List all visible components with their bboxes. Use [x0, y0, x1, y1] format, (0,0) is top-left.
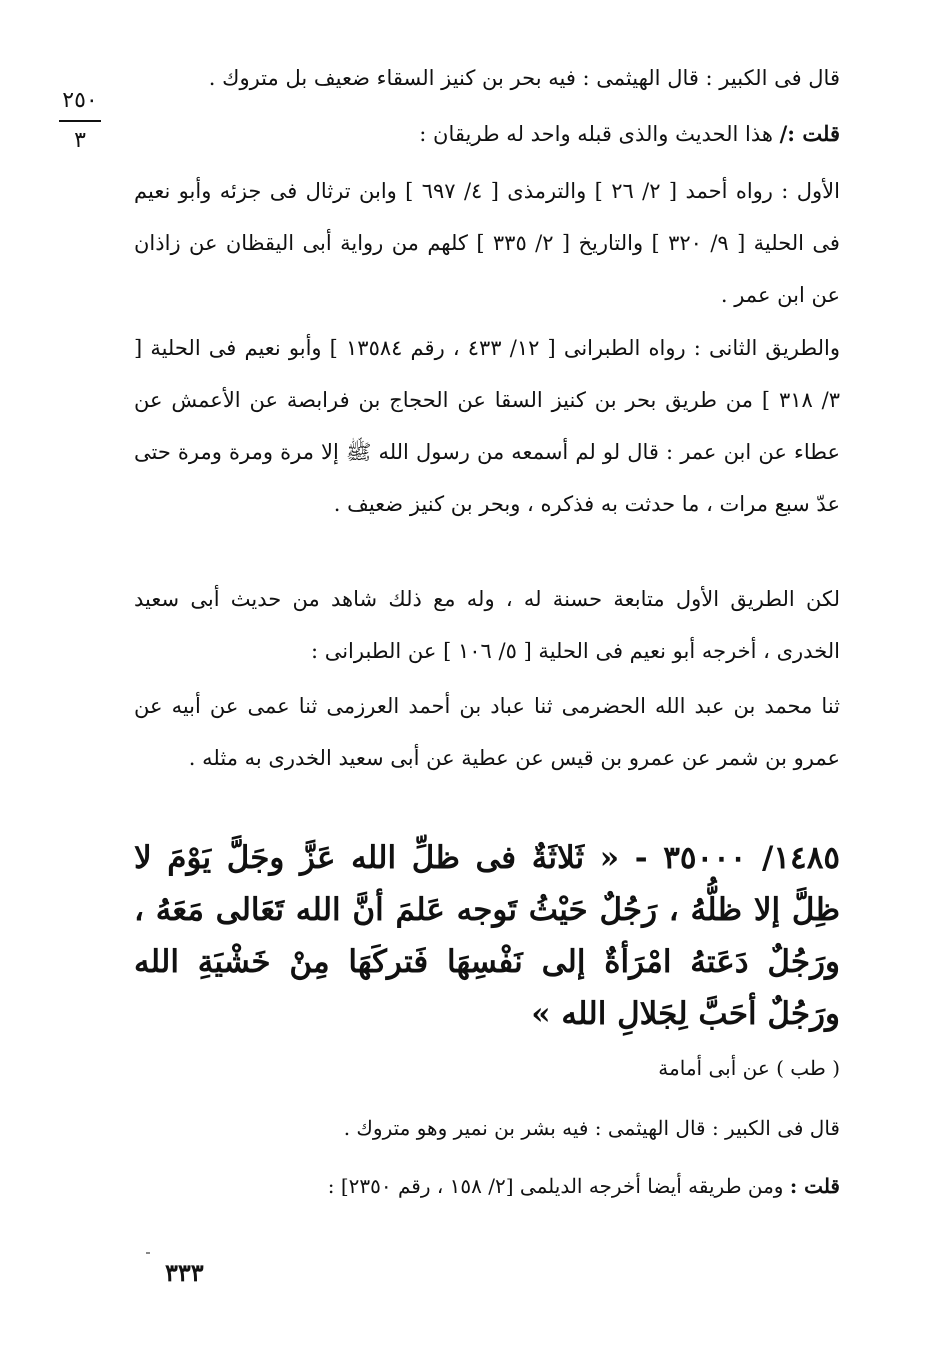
qult-label: قلت :/	[779, 121, 840, 146]
paragraph-supporting-witness: لكن الطريق الأول متابعة حسنة له ، وله مع ذلك شاهد من حديث أبى سعيد الخدرى ، أخرجه أبو نعيم فى الحلية [ ٥/ ١٠٦ ] عن الطبرانى :	[134, 587, 840, 663]
margin-numerator: ٢٥٠	[62, 88, 98, 113]
hadith-source: ( طب ) عن أبى أمامة	[658, 1056, 840, 1080]
qult-text: هذا الحديث والذى قبله واحد له طريقان :	[419, 122, 780, 146]
hadith-text: ١٤٨٥/ ٣٥٠٠٠ - « ثَلاثَةٌ فى ظلِّ الله عَزَّ وجَلَّ يَوْمَ لا ظِلَّ إلا ظلُّهُ ، رَجُلٌ حَيْثُ تَوجه عَلمَ أنَّ الله تَعَالى مَعَهُ ، ورَجُلٌ دَعَتهُ امْرَأةٌ إلى نَفْسِهَا فَتركَهَا مِنْ خَشْيَةِ الله ورَجُلٌ أحَبَّ لِجَلالِ الله »	[134, 840, 840, 1032]
scan-speck	[146, 1252, 150, 1254]
qult-heading	[134, 108, 840, 160]
qult-final-text: ومن طريقه أيضا أخرجه الديلمى [٢/ ١٥٨ ، رقم ٢٣٥٠] :	[327, 1174, 790, 1198]
paragraph-isnad: ثنا محمد بن عبد الله الحضرمى ثنا عباد بن أحمد العرزمى ثنا عمى عن أبيه عن عمرو بن شمر عن عمرو بن قيس عن عطية عن أبى سعيد الخدرى به مثله .	[134, 694, 840, 770]
margin-fraction-rule	[59, 120, 101, 122]
kabir-note-1: قال فى الكبير : قال الهيثمى : فيه بحر بن كنيز السقاء ضعيف بل متروك .	[208, 66, 840, 90]
margin-reference	[52, 86, 108, 156]
margin-denominator: ٣	[74, 128, 86, 153]
paragraph-second-route: والطريق الثانى : رواه الطبرانى [ ١٢/ ٤٣٣ ، رقم ١٣٥٨٤ ] وأبو نعيم فى الحلية [ ٣/ ٣١٨ ] من طريق بحر بن كنيز السقا عن الحجاج بن فرابصة عن الأعمش عن عطاء عن ابن عمر : قال لو لم أسمعه من رسول الله ﷺ إلا مرة ومرة ومرة حتى عدّ سبع مرات ، ما حدثت به فذكره ، وبحر بن كنيز ضعيف .	[134, 336, 840, 516]
page-number: ٣٣٣	[165, 1258, 204, 1287]
paragraph-first-route: الأول : رواه أحمد [ ٢/ ٢٦ ] والترمذى [ ٤/ ٦٩٧ ] وابن ترثال فى جزئه وأبو نعيم فى الحلية [ ٩/ ٣٢٠ ] والتاريخ [ ٢/ ٣٣٥ ] كلهم من رواية أبى اليقظان عن زاذان عن ابن عمر .	[134, 179, 840, 307]
qult-final	[134, 1160, 840, 1212]
kabir-note-2: قال فى الكبير : قال الهيثمى : فيه بشر بن نمير وهو متروك .	[343, 1116, 840, 1140]
qult-final-label: قلت :	[789, 1174, 840, 1198]
